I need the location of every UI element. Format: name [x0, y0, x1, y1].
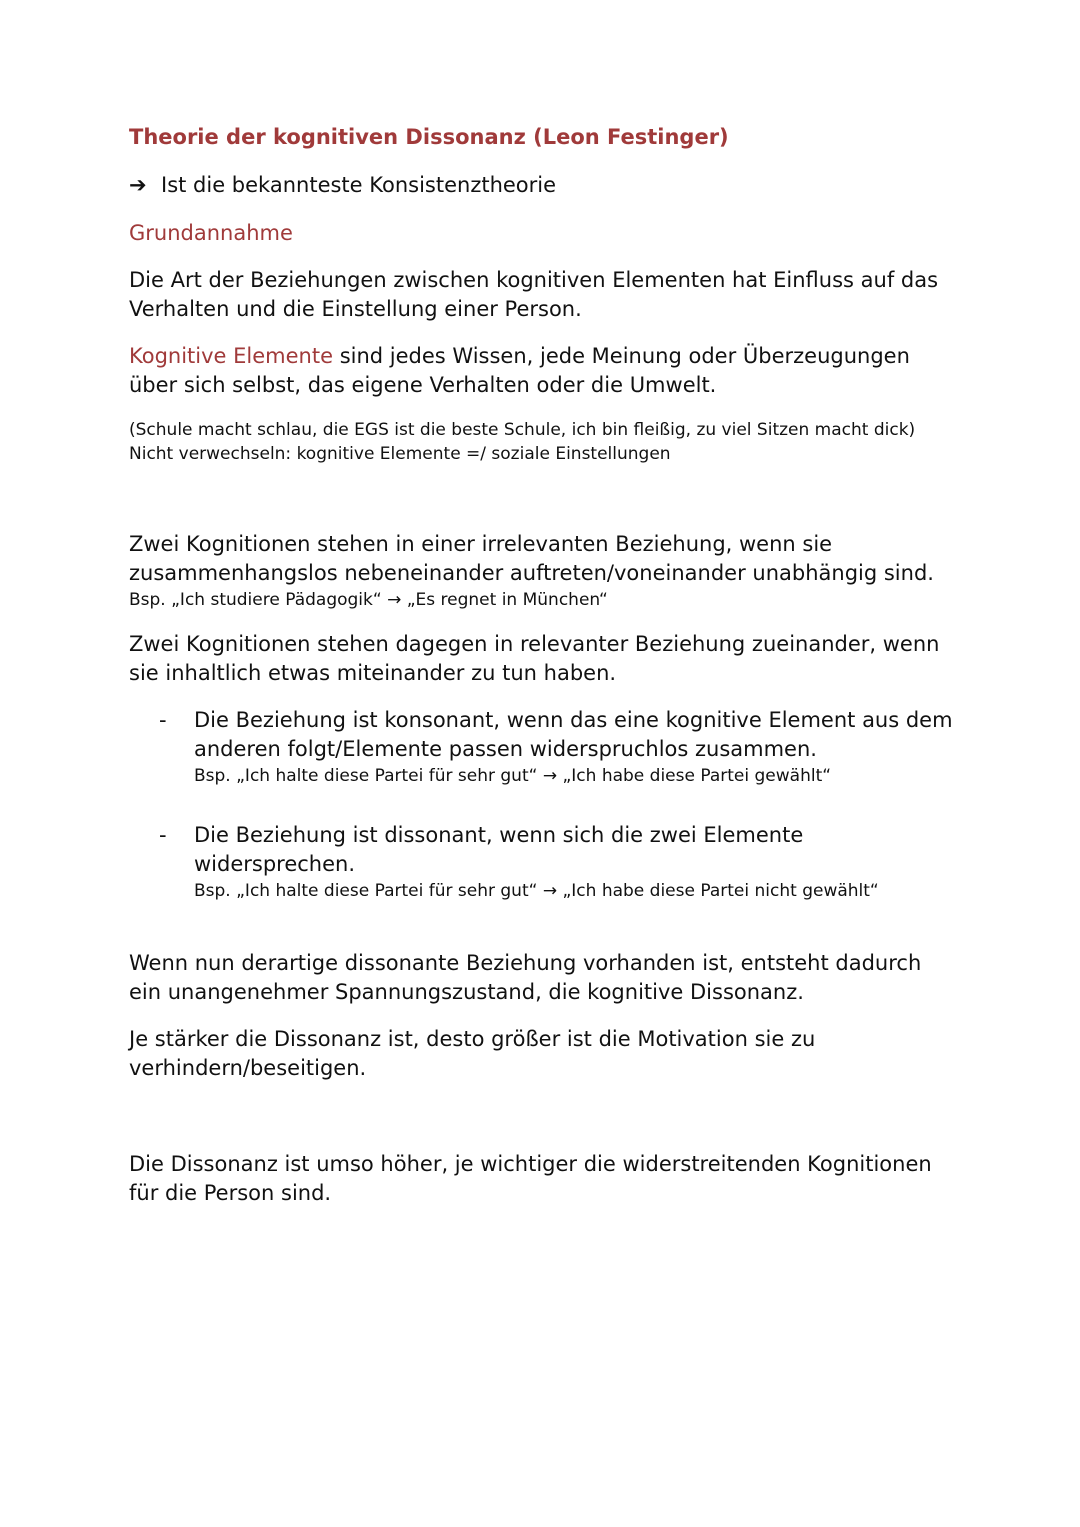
list-item-konsonant — [129, 706, 959, 788]
arrow-right-icon: ➔ — [129, 173, 147, 197]
irrelevant-example: Bsp. „Ich studiere Pädagogik“ → „Es regnet in München“ — [129, 590, 608, 610]
relevant-text: Zwei Kognitionen stehen dagegen in relevanter Beziehung zueinander, wenn sie inhaltlich etwas miteinander zu tun haben. — [129, 632, 940, 685]
dissonanz-paragraph-1: Wenn nun derartige dissonante Beziehung vorhanden ist, entsteht dadurch ein unangenehmer Spannungszustand, die kognitive Dissonanz. — [129, 951, 922, 1004]
grundannahme-text: Die Art der Beziehungen zwischen kognitiven Elementen hat Einfluss auf das Verhalten und die Einstellung einer Person. — [129, 268, 939, 321]
document-page — [129, 122, 959, 1208]
kognitive-notes — [129, 418, 959, 466]
kognitive-elemente-paragraph — [129, 342, 959, 400]
intro-line — [129, 170, 959, 200]
relation-list — [129, 706, 959, 903]
irrelevant-text: Zwei Kognitionen stehen in einer irrelevanten Beziehung, wenn sie zusammenhangslos nebeneinander auftreten/voneinander unabhängig sind. — [129, 532, 934, 585]
dissonant-example: Bsp. „Ich halte diese Partei für sehr gut“ → „Ich habe diese Partei nicht gewählt“ — [194, 881, 879, 901]
page-title: Theorie der kognitiven Dissonanz (Leon Festinger) — [129, 125, 729, 149]
list-dash: - — [159, 823, 167, 847]
kognitive-note: Nicht verwechseln: kognitive Elemente =/ soziale Einstellungen — [129, 444, 671, 464]
kognitive-elemente-definition: sind jedes Wissen, jede Meinung oder Überzeugungen über sich selbst, das eigene Verhalten oder die Umwelt. — [129, 344, 910, 397]
konsonant-text: Die Beziehung ist konsonant, wenn das eine kognitive Element aus dem anderen folgt/Elemente passen widerspruchlos zusammen. — [194, 708, 953, 761]
dissonant-text: Die Beziehung ist dissonant, wenn sich die zwei Elemente widersprechen. — [194, 823, 804, 876]
list-dash: - — [159, 708, 167, 732]
kognitive-elemente-term: Kognitive Elemente — [129, 344, 334, 368]
irrelevant-paragraph — [129, 530, 959, 612]
konsonant-example: Bsp. „Ich halte diese Partei für sehr gut“ → „Ich habe diese Partei gewählt“ — [194, 766, 832, 786]
list-item-dissonant — [129, 821, 959, 903]
dissonanz-paragraph-2: Je stärker die Dissonanz ist, desto größer ist die Motivation sie zu verhindern/beseitigen. — [129, 1027, 816, 1080]
dissonanz-paragraph-3: Die Dissonanz ist umso höher, je wichtiger die widerstreitenden Kognitionen für die Person sind. — [129, 1152, 932, 1205]
kognitive-example: (Schule macht schlau, die EGS ist die beste Schule, ich bin fleißig, zu viel Sitzen macht dick) — [129, 420, 916, 440]
intro-text: Ist die bekannteste Konsistenztheorie — [161, 173, 557, 197]
grundannahme-heading: Grundannahme — [129, 221, 293, 245]
